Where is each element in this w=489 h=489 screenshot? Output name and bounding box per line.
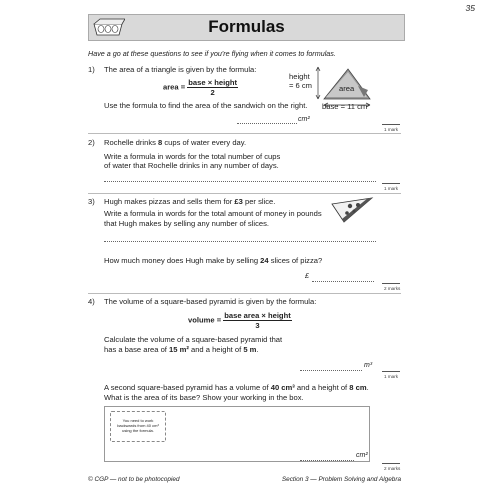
q4-calc-2-bold2: 5 m xyxy=(243,345,257,354)
q2-mark-box xyxy=(382,183,400,184)
q4-second-pre: A second square-based pyramid has a volume of xyxy=(104,383,271,392)
q1-unit: cm² xyxy=(298,116,310,123)
q4-fraction xyxy=(223,311,291,330)
footer-copyright: © CGP — not to be photocopied xyxy=(88,476,180,483)
q4-second-bold2: 8 cm xyxy=(349,383,367,392)
q4-answer-line-1[interactable] xyxy=(300,370,362,371)
q3-question-post: slices of pizza? xyxy=(268,256,323,265)
q2-text-post: cups of water every day. xyxy=(162,138,247,147)
q2-instruction-2: of water that Rochelle drinks in any number of days. xyxy=(104,161,279,170)
q4-calc-2-mid: and a height of xyxy=(188,345,244,354)
q3-question-bold: 24 xyxy=(260,256,269,265)
q3-answer-line[interactable] xyxy=(312,281,374,282)
q4-calc-2 xyxy=(104,345,259,354)
q1-text: The area of a triangle is given by the formula: xyxy=(104,65,257,74)
q4-formula xyxy=(188,311,292,330)
q1-answer-line[interactable] xyxy=(237,123,297,124)
q3-mark-box xyxy=(382,283,400,284)
q2-answer-line[interactable] xyxy=(104,181,376,182)
title-banner xyxy=(88,14,405,41)
separator xyxy=(88,133,401,134)
q4-second xyxy=(104,383,369,392)
q3-formula-answer-line[interactable] xyxy=(104,241,376,242)
q3-text-bold: £3 xyxy=(234,197,243,206)
pizza-slice-icon xyxy=(330,196,374,224)
hint-line-1: You need to work xyxy=(122,418,154,423)
q1-formula xyxy=(163,78,238,97)
q3-text-post: per slice. xyxy=(242,197,276,206)
q4-unit-2: cm² xyxy=(356,452,368,459)
q4-second-mid: and a height of xyxy=(294,383,350,392)
q4-answer-line-2[interactable] xyxy=(300,460,354,461)
q1-fraction xyxy=(187,78,238,97)
q4-mark-box-1 xyxy=(382,371,400,372)
q4-formula-lhs: volume = xyxy=(188,315,222,325)
q4-numerator: base area × height xyxy=(224,311,291,320)
page-number: 35 xyxy=(465,3,475,13)
q4-calc-2-pre: has a base area of xyxy=(104,345,170,354)
q2-text-pre: Rochelle drinks xyxy=(104,138,159,147)
q4-unit-1: m³ xyxy=(364,362,373,369)
area-label: area xyxy=(339,84,355,93)
q4-calc-1: Calculate the volume of a square-based pyramid that xyxy=(104,335,283,344)
q4-mark-box-2 xyxy=(382,463,400,464)
base-label: base = 11 cm xyxy=(322,102,368,111)
height-value: = 6 cm xyxy=(289,81,313,90)
q1-mark-box xyxy=(382,124,400,125)
q1-mark: 1 mark xyxy=(384,127,399,132)
q4-second-post: . xyxy=(366,383,369,392)
hint-note xyxy=(110,411,166,442)
q1-instruction: Use the formula to find the area of the sandwich on the right. xyxy=(104,101,308,110)
footer-section: Section 3 — Problem Solving and Algebra xyxy=(281,476,401,483)
q1-numerator: base × height xyxy=(188,78,238,87)
q2-text-bold: 8 xyxy=(158,138,163,147)
intro-text: Have a go at these questions to see if you're flying when it comes to formulas. xyxy=(88,49,336,58)
q2-number: 2) xyxy=(88,138,95,147)
q4-calc-2-bold1: 15 m² xyxy=(169,345,189,354)
q4-second-bold1: 40 cm³ xyxy=(270,383,295,392)
q4-mark-2: 2 marks xyxy=(384,466,401,471)
separator xyxy=(88,193,401,194)
q2-mark: 1 mark xyxy=(384,186,399,191)
hint-line-3: using the formula. xyxy=(122,428,154,433)
q2-text xyxy=(104,138,246,147)
q2-instruction-1: Write a formula in words for the total number of cups xyxy=(104,152,281,161)
q4-number: 4) xyxy=(88,297,95,306)
q3-instruction-2: that Hugh makes by selling any number of slices. xyxy=(104,219,270,228)
page-title: Formulas xyxy=(208,17,285,36)
separator xyxy=(88,293,401,294)
q3-question-pre: How much money does Hugh make by selling xyxy=(104,256,261,265)
q3-instruction-1: Write a formula in words for the total amount of money in pounds xyxy=(104,209,322,218)
q3-text xyxy=(104,197,275,206)
height-label: height xyxy=(289,72,310,81)
q1-denominator: 2 xyxy=(210,88,215,97)
hint-line-2: backwards from 40 cm³ xyxy=(117,423,159,428)
q4-mark-1: 1 mark xyxy=(384,374,399,379)
q1-formula-lhs: area = xyxy=(163,82,186,92)
q3-currency: £ xyxy=(305,273,309,280)
q3-mark: 2 marks xyxy=(384,286,401,291)
egg-box-icon xyxy=(91,16,125,38)
q3-number: 3) xyxy=(88,197,95,206)
q1-number: 1) xyxy=(88,65,95,74)
q4-denominator: 3 xyxy=(255,321,260,330)
q4-text: The volume of a square-based pyramid is given by the formula: xyxy=(104,297,317,306)
q3-question xyxy=(104,256,322,265)
q3-text-pre: Hugh makes pizzas and sells them for xyxy=(104,197,235,206)
q4-calc-2-post: . xyxy=(256,345,259,354)
q4-second-question: What is the area of its base? Show your working in the box. xyxy=(104,393,304,402)
